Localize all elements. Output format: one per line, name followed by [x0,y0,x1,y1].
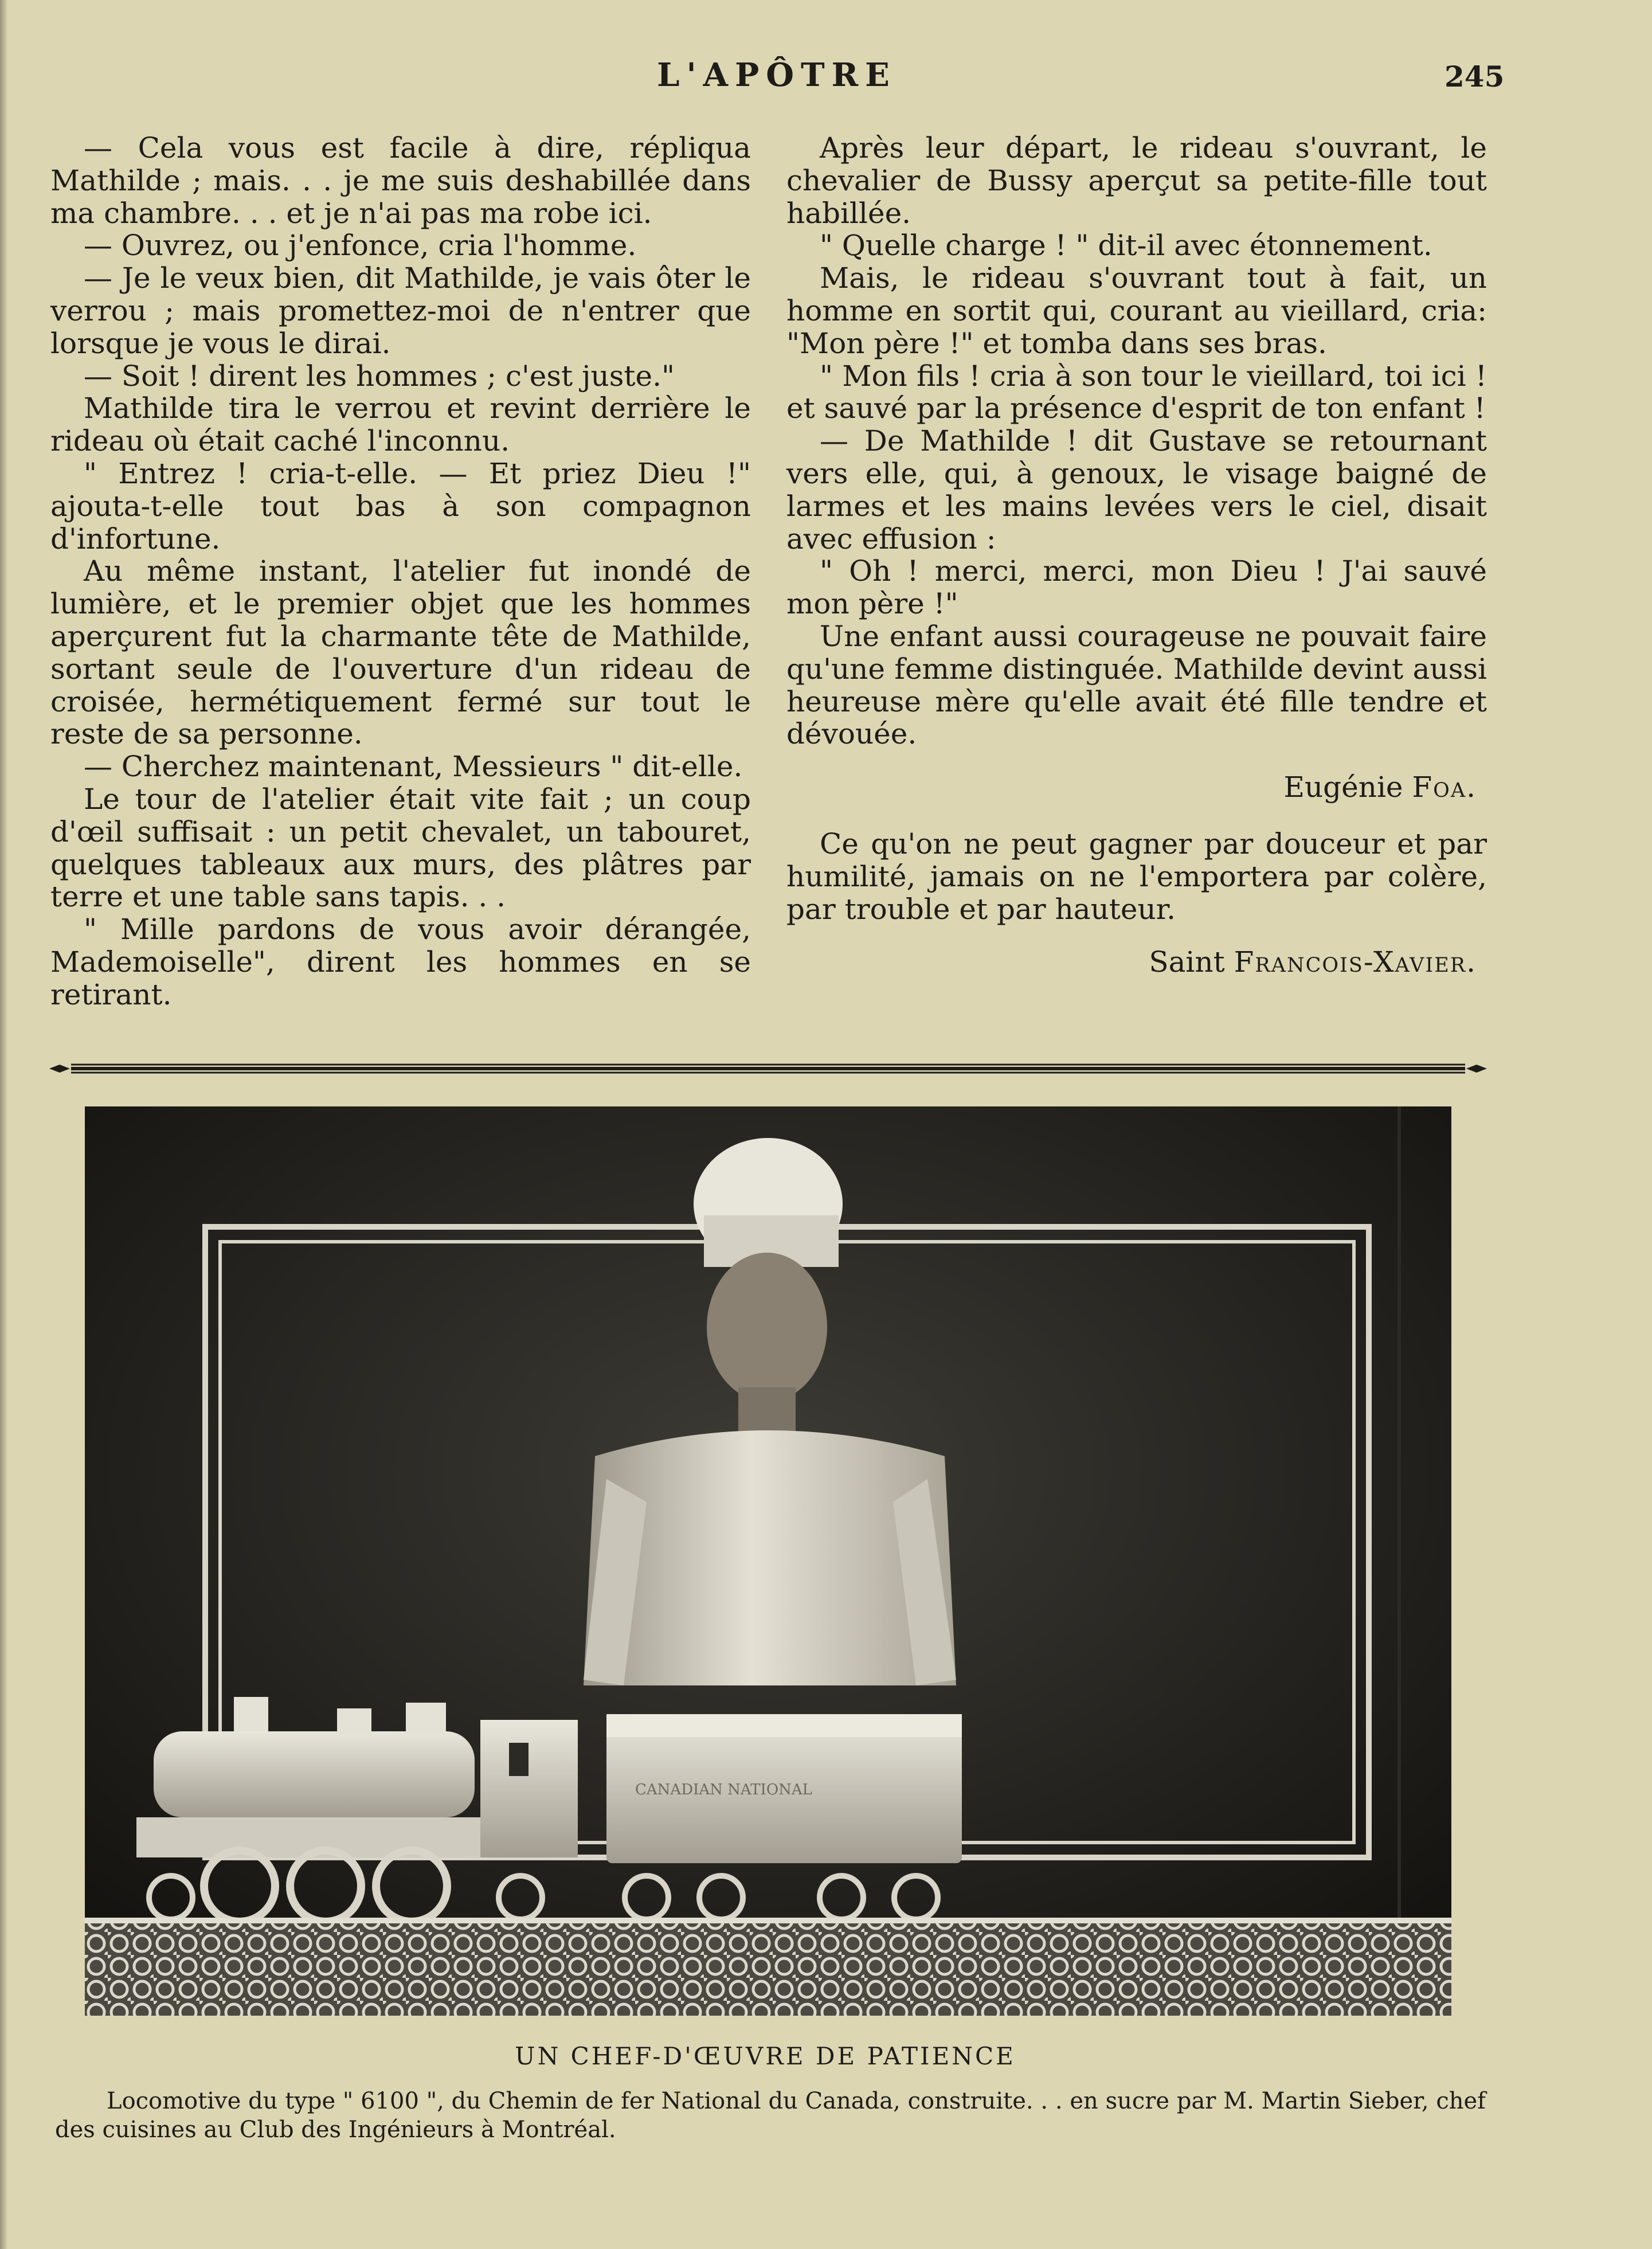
paragraph: " Entrez ! cria-t-elle. — Et priez Dieu !" ajouta-t-elle tout bas à son compagnon d'infortune. [50,456,751,556]
paragraph: — De Mathilde ! dit Gustave se retournant vers elle, qui, à genoux, le visage baigné de larmes et les mains levées vers le ciel, disait avec effusion : [786,424,1487,556]
author-first-name: Eugénie [1283,770,1403,804]
photo-caption-title: UN CHEF-D'ŒUVRE DE PATIENCE [515,2042,1016,2070]
paragraph: Le tour de l'atelier était vite fait ; un coup d'œil suffisait : un petit chevalet, un tabouret, quelques tableaux aux murs, des plâtres par terre et une table sans tapis. . . [50,782,751,914]
author-signature [786,771,1487,804]
quote-attribution-name: Francois-Xavier. [1234,945,1477,979]
tender-lettering: CANADIAN NATIONAL [635,1781,812,1798]
page-number: 245 [1444,60,1505,93]
paragraph: Au même instant, l'atelier fut inondé de lumière, et le premier objet que les hommes aperçurent fut la charmante tête de Mathilde, sortant seule de l'ouverture d'un rideau de croisée, hermétiquement fermé sur tout le reste de sa personne. [50,554,751,751]
left-column [50,132,751,1011]
paragraph: " Quelle charge ! " dit-il avec étonnement. [820,229,1432,263]
paragraph: — Cela vous est facile à dire, répliqua Mathilde ; mais. . . je me suis deshabillée dans ma chambre. . . et je n'ai pas ma robe ici. [50,131,751,230]
paragraph: Mais, le rideau s'ouvrant tout à fait, un homme en sortit qui, courant au vieillard, cria: "Mon père !" et tomba dans ses bras. [786,261,1487,360]
paragraph: — Soit ! dirent les hommes ; c'est juste." [84,359,675,393]
ornamental-divider [48,1059,1488,1078]
paragraph: — Ouvrez, ou j'enfonce, cria l'homme. [84,229,637,263]
photo-caption-body: Locomotive du type " 6100 ", du Chemin de fer National du Canada, construite. . . en sucre par M. Martin Sieber, chef des cuisines au Club des Ingénieurs à Montréal. [55,2088,1486,2143]
paragraph: Mathilde tira le verrou et revint derrière le rideau où était caché l'inconnu. [50,392,751,458]
right-column [786,132,1487,979]
running-title: L'APÔTRE [657,56,897,94]
paragraph: — Cherchez maintenant, Messieurs " dit-elle. [84,750,743,784]
quote-text: Ce qu'on ne peut gagner par douceur et par humilité, jamais on ne l'emportera par colère, par trouble et par hauteur. [786,827,1487,926]
page-edge-shadow [0,0,8,2249]
quote-attribution [786,946,1487,979]
paragraph: Une enfant aussi courageuse ne pouvait faire qu'une femme distinguée. Mathilde devint aussi heureuse mère qu'elle avait été fille tendre et dévouée. [786,619,1487,751]
paragraph: " Mon fils ! cria à son tour le vieillard, toi ici ! et sauvé par la présence d'esprit de ton enfant ! [786,359,1487,425]
quote-attribution-prefix: Saint [1149,945,1225,979]
paragraph: " Oh ! merci, merci, mon Dieu ! J'ai sauvé mon père !" [786,554,1487,621]
paragraph: — Je le veux bien, dit Mathilde, je vais ôter le verrou ; mais promettez-moi de n'entrer que lorsque je vous le dirai. [50,261,751,360]
locomotive-photo [85,1106,1451,2016]
paragraph: Après leur départ, le rideau s'ouvrant, le chevalier de Bussy aperçut sa petite-fille tout habillée. [786,131,1487,230]
locomotive-photo-drawing [85,1106,1451,2016]
author-last-name: Foa. [1412,770,1477,804]
paragraph: " Mille pardons de vous avoir dérangée, Mademoiselle", dirent les hommes en se retirant. [50,913,751,1011]
